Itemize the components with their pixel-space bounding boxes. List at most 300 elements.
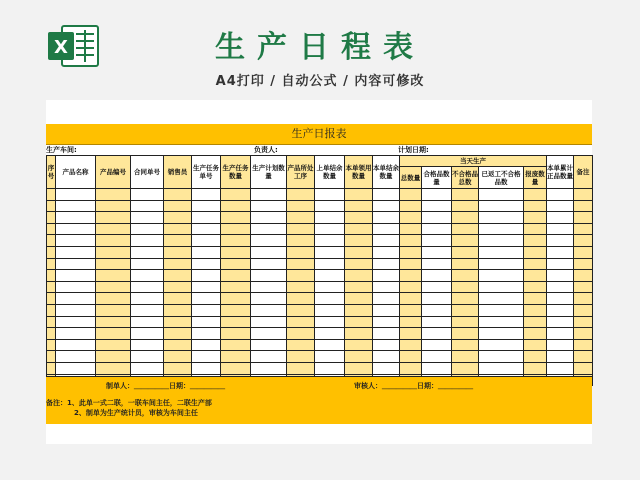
table-cell[interactable] [452,362,479,374]
table-cell[interactable] [315,189,345,201]
table-cell[interactable] [56,200,96,212]
table-cell[interactable] [452,235,479,247]
table-cell[interactable] [251,328,287,340]
table-cell[interactable] [192,281,221,293]
table-cell[interactable] [479,212,524,224]
table-cell[interactable] [547,281,574,293]
table-cell[interactable] [287,362,315,374]
table-cell[interactable] [524,270,547,282]
table-cell[interactable] [131,304,164,316]
table-cell[interactable] [221,235,251,247]
table-cell[interactable] [373,362,400,374]
table-cell[interactable] [452,270,479,282]
table-cell[interactable] [315,200,345,212]
table-cell[interactable] [47,212,56,224]
table-cell[interactable] [47,270,56,282]
table-cell[interactable] [524,189,547,201]
table-cell[interactable] [131,328,164,340]
table-cell[interactable] [251,246,287,258]
table-cell[interactable] [400,281,422,293]
table-cell[interactable] [315,339,345,351]
table-cell[interactable] [251,189,287,201]
table-cell[interactable] [574,328,593,340]
table-cell[interactable] [400,351,422,363]
table-cell[interactable] [192,189,221,201]
table-cell[interactable] [422,200,452,212]
table-cell[interactable] [56,351,96,363]
table-cell[interactable] [373,304,400,316]
table-cell[interactable] [422,246,452,258]
table-cell[interactable] [164,304,192,316]
table-cell[interactable] [400,200,422,212]
table-cell[interactable] [287,351,315,363]
table-cell[interactable] [574,351,593,363]
table-cell[interactable] [315,212,345,224]
table-cell[interactable] [479,362,524,374]
table-cell[interactable] [373,246,400,258]
table-cell[interactable] [574,212,593,224]
table-cell[interactable] [131,223,164,235]
table-cell[interactable] [221,212,251,224]
table-cell[interactable] [192,293,221,305]
table-cell[interactable] [96,212,131,224]
table-cell[interactable] [345,258,373,270]
table-cell[interactable] [251,270,287,282]
table-cell[interactable] [131,362,164,374]
table-cell[interactable] [251,362,287,374]
table-cell[interactable] [131,235,164,247]
table-cell[interactable] [131,270,164,282]
table-cell[interactable] [422,212,452,224]
table-cell[interactable] [479,270,524,282]
table-cell[interactable] [547,304,574,316]
table-cell[interactable] [315,270,345,282]
table-cell[interactable] [345,304,373,316]
table-cell[interactable] [164,189,192,201]
table-cell[interactable] [345,270,373,282]
table-cell[interactable] [452,258,479,270]
table-cell[interactable] [131,212,164,224]
table-cell[interactable] [345,200,373,212]
table-cell[interactable] [251,235,287,247]
table-cell[interactable] [400,362,422,374]
table-cell[interactable] [131,339,164,351]
table-cell[interactable] [345,223,373,235]
table-cell[interactable] [164,339,192,351]
table-cell[interactable] [422,258,452,270]
table-cell[interactable] [287,270,315,282]
table-cell[interactable] [422,189,452,201]
table-cell[interactable] [221,293,251,305]
table-cell[interactable] [373,293,400,305]
table-cell[interactable] [164,258,192,270]
table-cell[interactable] [315,258,345,270]
table-cell[interactable] [47,339,56,351]
table-cell[interactable] [164,235,192,247]
table-cell[interactable] [422,270,452,282]
table-cell[interactable] [131,293,164,305]
table-cell[interactable] [56,281,96,293]
table-cell[interactable] [524,212,547,224]
table-cell[interactable] [192,304,221,316]
table-cell[interactable] [400,246,422,258]
table-cell[interactable] [373,339,400,351]
table-cell[interactable] [422,293,452,305]
table-cell[interactable] [164,212,192,224]
table-cell[interactable] [422,362,452,374]
table-cell[interactable] [452,328,479,340]
table-cell[interactable] [192,246,221,258]
table-cell[interactable] [547,339,574,351]
table-cell[interactable] [373,351,400,363]
table-cell[interactable] [479,258,524,270]
table-cell[interactable] [56,339,96,351]
table-cell[interactable] [47,304,56,316]
table-cell[interactable] [221,328,251,340]
table-cell[interactable] [422,304,452,316]
table-cell[interactable] [400,258,422,270]
table-cell[interactable] [524,362,547,374]
table-cell[interactable] [452,304,479,316]
table-cell[interactable] [221,339,251,351]
table-cell[interactable] [315,293,345,305]
table-cell[interactable] [547,212,574,224]
table-cell[interactable] [96,304,131,316]
table-cell[interactable] [574,316,593,328]
table-cell[interactable] [345,316,373,328]
table-cell[interactable] [479,328,524,340]
table-cell[interactable] [287,281,315,293]
table-cell[interactable] [422,316,452,328]
table-cell[interactable] [479,281,524,293]
table-cell[interactable] [452,316,479,328]
table-cell[interactable] [47,316,56,328]
table-cell[interactable] [400,189,422,201]
table-cell[interactable] [373,316,400,328]
table-cell[interactable] [345,293,373,305]
table-cell[interactable] [547,258,574,270]
table-cell[interactable] [524,316,547,328]
table-cell[interactable] [524,304,547,316]
table-cell[interactable] [221,200,251,212]
table-cell[interactable] [164,316,192,328]
table-cell[interactable] [96,270,131,282]
table-cell[interactable] [221,316,251,328]
table-cell[interactable] [574,235,593,247]
table-cell[interactable] [345,246,373,258]
table-cell[interactable] [400,212,422,224]
table-cell[interactable] [164,351,192,363]
table-cell[interactable] [221,281,251,293]
table-cell[interactable] [479,246,524,258]
table-cell[interactable] [479,351,524,363]
table-cell[interactable] [47,293,56,305]
table-cell[interactable] [422,235,452,247]
table-cell[interactable] [131,281,164,293]
table-cell[interactable] [164,362,192,374]
table-cell[interactable] [315,304,345,316]
table-cell[interactable] [315,328,345,340]
table-cell[interactable] [287,316,315,328]
table-cell[interactable] [479,304,524,316]
table-cell[interactable] [56,189,96,201]
table-cell[interactable] [56,316,96,328]
table-cell[interactable] [192,223,221,235]
table-cell[interactable] [547,246,574,258]
table-cell[interactable] [251,316,287,328]
table-cell[interactable] [452,281,479,293]
table-cell[interactable] [287,189,315,201]
table-cell[interactable] [373,200,400,212]
table-cell[interactable] [452,351,479,363]
table-cell[interactable] [574,304,593,316]
table-cell[interactable] [56,223,96,235]
table-cell[interactable] [164,200,192,212]
table-cell[interactable] [524,258,547,270]
table-cell[interactable] [400,304,422,316]
table-cell[interactable] [287,304,315,316]
table-cell[interactable] [452,200,479,212]
table-cell[interactable] [56,235,96,247]
table-cell[interactable] [96,281,131,293]
table-cell[interactable] [251,200,287,212]
table-cell[interactable] [524,281,547,293]
table-cell[interactable] [192,235,221,247]
table-cell[interactable] [47,258,56,270]
table-cell[interactable] [574,200,593,212]
table-cell[interactable] [315,246,345,258]
table-cell[interactable] [287,235,315,247]
table-cell[interactable] [56,212,96,224]
table-cell[interactable] [315,362,345,374]
table-cell[interactable] [524,328,547,340]
table-cell[interactable] [373,223,400,235]
table-cell[interactable] [251,258,287,270]
table-cell[interactable] [524,339,547,351]
table-cell[interactable] [47,200,56,212]
table-cell[interactable] [574,189,593,201]
table-cell[interactable] [287,293,315,305]
table-cell[interactable] [221,223,251,235]
table-cell[interactable] [574,281,593,293]
table-cell[interactable] [315,316,345,328]
table-cell[interactable] [524,293,547,305]
table-cell[interactable] [221,258,251,270]
table-cell[interactable] [192,258,221,270]
table-cell[interactable] [315,351,345,363]
table-cell[interactable] [574,270,593,282]
table-cell[interactable] [345,212,373,224]
table-cell[interactable] [422,328,452,340]
table-cell[interactable] [452,339,479,351]
table-cell[interactable] [287,339,315,351]
table-cell[interactable] [47,189,56,201]
table-cell[interactable] [96,351,131,363]
table-cell[interactable] [131,316,164,328]
table-cell[interactable] [96,362,131,374]
table-cell[interactable] [192,328,221,340]
table-cell[interactable] [131,246,164,258]
table-cell[interactable] [479,189,524,201]
table-cell[interactable] [96,339,131,351]
table-cell[interactable] [56,328,96,340]
table-cell[interactable] [164,270,192,282]
table-cell[interactable] [287,258,315,270]
table-cell[interactable] [400,235,422,247]
table-cell[interactable] [287,200,315,212]
table-cell[interactable] [56,258,96,270]
table-cell[interactable] [221,189,251,201]
table-cell[interactable] [56,362,96,374]
table-cell[interactable] [524,200,547,212]
table-cell[interactable] [574,258,593,270]
table-cell[interactable] [47,351,56,363]
table-cell[interactable] [131,200,164,212]
table-cell[interactable] [315,235,345,247]
table-cell[interactable] [400,270,422,282]
table-cell[interactable] [422,281,452,293]
table-cell[interactable] [164,281,192,293]
table-cell[interactable] [192,270,221,282]
table-cell[interactable] [164,246,192,258]
table-cell[interactable] [524,223,547,235]
table-cell[interactable] [574,293,593,305]
table-cell[interactable] [96,258,131,270]
table-cell[interactable] [547,362,574,374]
table-cell[interactable] [400,328,422,340]
table-cell[interactable] [221,351,251,363]
table-cell[interactable] [574,362,593,374]
table-cell[interactable] [251,351,287,363]
table-cell[interactable] [345,281,373,293]
table-cell[interactable] [96,293,131,305]
table-cell[interactable] [47,235,56,247]
table-cell[interactable] [452,223,479,235]
table-cell[interactable] [479,235,524,247]
table-cell[interactable] [422,339,452,351]
table-cell[interactable] [131,258,164,270]
table-cell[interactable] [56,270,96,282]
table-cell[interactable] [373,258,400,270]
table-cell[interactable] [547,328,574,340]
table-cell[interactable] [221,270,251,282]
table-cell[interactable] [547,200,574,212]
table-cell[interactable] [547,316,574,328]
table-cell[interactable] [452,212,479,224]
table-cell[interactable] [547,270,574,282]
table-cell[interactable] [287,328,315,340]
table-cell[interactable] [547,351,574,363]
table-cell[interactable] [373,328,400,340]
table-cell[interactable] [574,246,593,258]
table-cell[interactable] [479,200,524,212]
table-cell[interactable] [96,200,131,212]
table-cell[interactable] [221,362,251,374]
table-cell[interactable] [56,304,96,316]
table-cell[interactable] [574,339,593,351]
table-cell[interactable] [452,246,479,258]
table-cell[interactable] [192,200,221,212]
table-cell[interactable] [400,339,422,351]
table-cell[interactable] [221,304,251,316]
table-cell[interactable] [221,246,251,258]
table-cell[interactable] [131,189,164,201]
table-cell[interactable] [164,328,192,340]
table-cell[interactable] [400,293,422,305]
table-cell[interactable] [47,223,56,235]
table-cell[interactable] [422,351,452,363]
table-cell[interactable] [574,223,593,235]
table-cell[interactable] [192,316,221,328]
table-cell[interactable] [287,246,315,258]
table-cell[interactable] [164,293,192,305]
table-cell[interactable] [400,223,422,235]
table-cell[interactable] [452,293,479,305]
table-cell[interactable] [251,293,287,305]
table-cell[interactable] [345,362,373,374]
table-cell[interactable] [373,270,400,282]
table-cell[interactable] [373,235,400,247]
table-cell[interactable] [192,351,221,363]
table-cell[interactable] [192,362,221,374]
table-cell[interactable] [479,293,524,305]
table-cell[interactable] [96,246,131,258]
table-cell[interactable] [47,246,56,258]
table-cell[interactable] [524,351,547,363]
table-cell[interactable] [373,281,400,293]
table-cell[interactable] [479,223,524,235]
table-cell[interactable] [345,339,373,351]
table-cell[interactable] [547,235,574,247]
table-cell[interactable] [373,212,400,224]
table-cell[interactable] [56,246,96,258]
table-cell[interactable] [96,223,131,235]
table-cell[interactable] [96,316,131,328]
table-cell[interactable] [524,235,547,247]
table-cell[interactable] [452,189,479,201]
table-cell[interactable] [479,316,524,328]
table-cell[interactable] [56,293,96,305]
table-cell[interactable] [400,316,422,328]
table-cell[interactable] [47,362,56,374]
table-cell[interactable] [192,212,221,224]
table-cell[interactable] [287,223,315,235]
table-cell[interactable] [345,189,373,201]
table-cell[interactable] [47,281,56,293]
table-cell[interactable] [373,189,400,201]
table-cell[interactable] [131,351,164,363]
table-cell[interactable] [547,223,574,235]
table-cell[interactable] [164,223,192,235]
table-cell[interactable] [251,223,287,235]
table-cell[interactable] [547,293,574,305]
table-cell[interactable] [524,246,547,258]
table-cell[interactable] [479,339,524,351]
table-cell[interactable] [345,328,373,340]
table-cell[interactable] [345,235,373,247]
table-cell[interactable] [345,351,373,363]
table-cell[interactable] [251,304,287,316]
table-cell[interactable] [251,212,287,224]
table-cell[interactable] [47,328,56,340]
table-cell[interactable] [192,339,221,351]
table-cell[interactable] [315,223,345,235]
table-cell[interactable] [315,281,345,293]
table-cell[interactable] [287,212,315,224]
table-cell[interactable] [547,189,574,201]
table-cell[interactable] [251,281,287,293]
table-cell[interactable] [251,339,287,351]
